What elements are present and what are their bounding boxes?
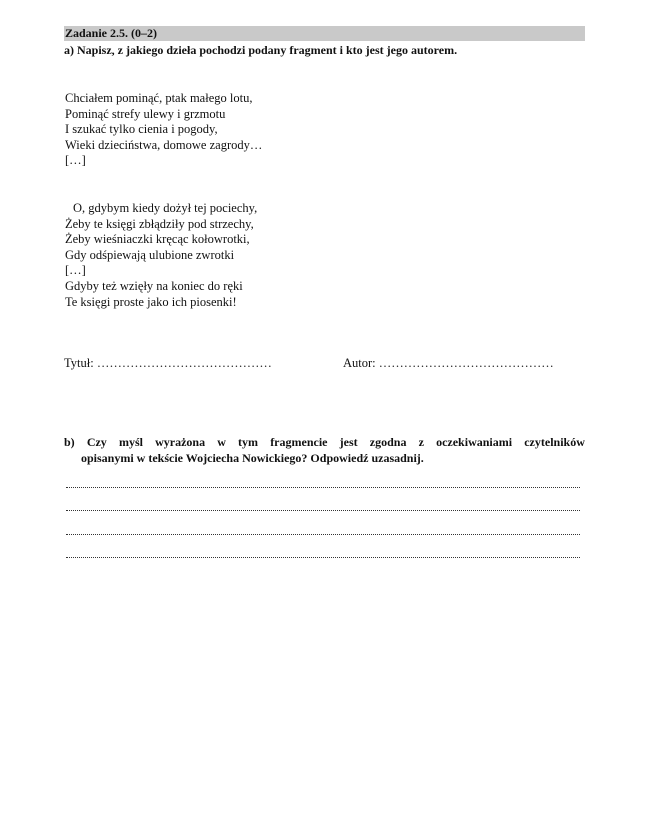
question-b-word: z: [418, 435, 424, 449]
answer-line-2[interactable]: [66, 510, 580, 511]
question-b: [64, 435, 585, 466]
task-header: Zadanie 2.5. (0–2): [64, 26, 585, 41]
question-b-word: tym: [238, 435, 259, 449]
answer-line-1[interactable]: [66, 487, 580, 488]
poem-line: O, gdybym kiedy dożył tej pociechy,: [73, 201, 258, 215]
poem-line: Pominąć strefy ulewy i grzmotu: [65, 106, 226, 121]
question-a: a) Napisz, z jakiego dzieła pochodzi podany fragment i kto jest jego autorem.: [64, 43, 458, 57]
poem-line: […]: [65, 263, 86, 278]
author-answer-dots[interactable]: ……………………………………: [378, 356, 554, 370]
question-b-word: w: [217, 435, 226, 449]
author-label: Autor:: [343, 356, 376, 370]
author-field[interactable]: [343, 356, 554, 371]
poem-line: Żeby wieśniaczki kręcąc kołowrotki,: [65, 232, 250, 247]
poem-line: Wieki dzieciństwa, domowe zagrody…: [65, 137, 263, 152]
title-answer-dots[interactable]: ……………………………………: [96, 356, 272, 370]
poem-line: […]: [65, 153, 86, 168]
question-b-word: Czy: [86, 435, 107, 449]
answer-line-3[interactable]: [66, 534, 580, 535]
question-b-word: jest: [339, 435, 358, 449]
title-label: Tytuł:: [64, 356, 94, 370]
question-b-prefix: b): [64, 435, 75, 449]
question-b-line-2: opisanymi w tekście Wojciecha Nowickiego? Odpowiedź uzasadnij.: [81, 450, 424, 465]
title-field[interactable]: [64, 356, 272, 371]
question-b-word: wyrażona: [155, 435, 206, 449]
poem-line: I szukać tylko cienia i pogody,: [65, 122, 218, 137]
question-b-line-1: [64, 435, 585, 451]
question-b-word: fragmencie: [270, 435, 328, 449]
poem-stanza-2: [65, 201, 257, 310]
question-b-word: czytelników: [524, 435, 585, 449]
poem-line: Żeby te księgi zbłądziły pod strzechy,: [65, 216, 254, 231]
question-b-word: myśl: [118, 435, 143, 449]
poem-stanza-1: [65, 91, 262, 169]
question-b-word: zgodna: [369, 435, 407, 449]
poem-line: Te księgi proste jako ich piosenki!: [65, 294, 237, 309]
poem-line: Gdyby też wzięły na koniec do ręki: [65, 278, 243, 293]
answer-line-4[interactable]: [66, 557, 580, 558]
poem-line: Chciałem pominąć, ptak małego lotu,: [65, 91, 253, 105]
poem-line: Gdy odśpiewają ulubione zwrotki: [65, 247, 235, 262]
question-b-word: oczekiwaniami: [436, 435, 513, 449]
